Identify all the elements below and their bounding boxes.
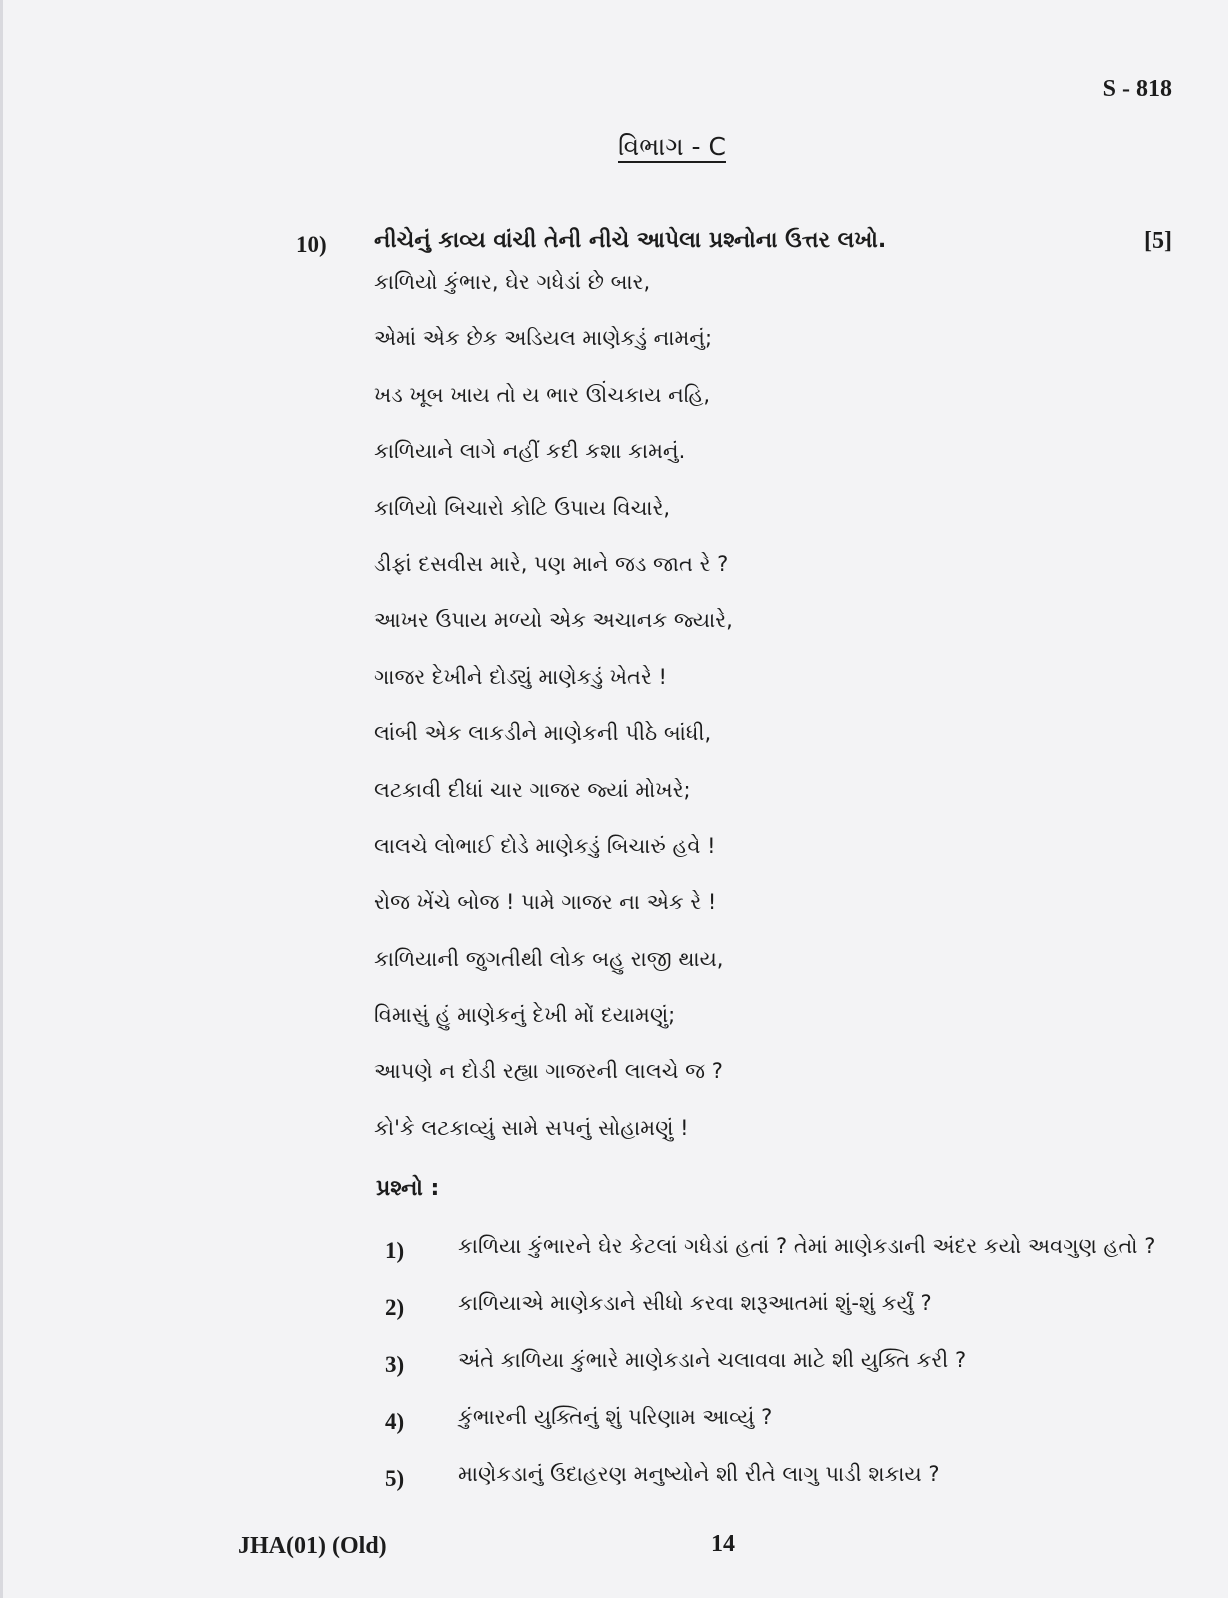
poem-line: કાળિયો બિચારો કોટિ ઉપાય વિચારે,: [374, 495, 671, 520]
question-marks: [5]: [1144, 228, 1172, 254]
poem-line: લાંબી એક લાકડીને માણેકની પીઠે બાંધી,: [374, 721, 712, 746]
questions-heading: પ્રશ્નો :: [376, 1176, 440, 1201]
paper-code: S - 818: [1102, 76, 1172, 102]
footer-code: JHA(01) (Old): [238, 1533, 387, 1559]
poem-line: કાળિયો કુંભાર, ઘેર ગધેડાં છે બાર,: [374, 270, 651, 294]
sub-question-text: કુંભારની યુક્તિનું શું પરિણામ આવ્યું ?: [458, 1405, 773, 1429]
poem-line: એમાં એક છેક અડિયલ માણેકડું નામનું;: [374, 326, 713, 351]
sub-question-number: 4): [385, 1409, 405, 1434]
sub-question-number: 3): [385, 1352, 405, 1377]
sub-question-text: અંતે કાળિયા કુંભારે માણેકડાને ચલાવવા માટે શી યુક્તિ કરી ?: [458, 1348, 967, 1372]
poem-line: રોજ ખેંચે બોજ ! પામે ગાજર ના એક રે !: [374, 890, 717, 915]
poem-line: વિમાસું હું માણેકનું દેખી મોં દયામણું;: [374, 1003, 676, 1028]
poem-line: લાલચે લોભાઈ દોડે માણેકડું બિચારું હવે !: [374, 833, 716, 858]
poem-line: ખડ ખૂબ ખાય તો ય ભાર ઊંચકાય નહિ,: [374, 382, 711, 407]
poem: [374, 268, 733, 1170]
poem-line: આપણે ન દોડી રહ્યા ગાજરની લાલચે જ ?: [374, 1059, 723, 1084]
sub-question-number: 1): [385, 1238, 405, 1263]
section-title: વિભાગ - C: [618, 132, 726, 161]
question-number: 10): [296, 232, 327, 257]
sub-question-text: કાળિયાએ માણેકડાને સીધો કરવા શરૂઆતમાં શું-શું કર્યું ?: [458, 1291, 932, 1315]
question-instruction: નીચેનું કાવ્ય વાંચી તેની નીચે આપેલા પ્રશ્નોના ઉત્તર લખો.: [374, 228, 887, 253]
poem-line: કાળિયાને લાગે નહીં કદી કશા કામનું.: [374, 439, 686, 464]
sub-question-text: માણેકડાનું ઉદાહરણ મનુષ્યોને શી રીતે લાગુ પાડી શકાય ?: [458, 1462, 940, 1486]
poem-line: આખર ઉપાય મળ્યો એક અચાનક જ્યારે,: [374, 608, 733, 633]
poem-line: કો'કે લટકાવ્યું સામે સપનું સોહામણું !: [374, 1115, 689, 1140]
poem-line: ગાજર દેખીને દોડ્યું માણેકડું ખેતરે !: [374, 664, 667, 689]
sub-question-number: 5): [385, 1466, 405, 1491]
poem-line: ડીફાં દસવીસ મારે, પણ માને જડ જાત રે ?: [374, 551, 729, 576]
poem-line: કાળિયાની જુગતીથી લોક બહુ રાજી થાય,: [374, 946, 724, 971]
sub-question-number: 2): [385, 1295, 405, 1320]
sub-question-text: કાળિયા કુંભારને ઘેર કેટલાં ગધેડાં હતાં ? તેમાં માણેકડાની અંદર કયો અવગુણ હતો ?: [458, 1234, 1156, 1258]
page-number: 14: [711, 1531, 735, 1557]
page-edge: [0, 0, 3, 1598]
poem-line: લટકાવી દીધાં ચાર ગાજર જ્યાં મોખરે;: [374, 777, 691, 802]
